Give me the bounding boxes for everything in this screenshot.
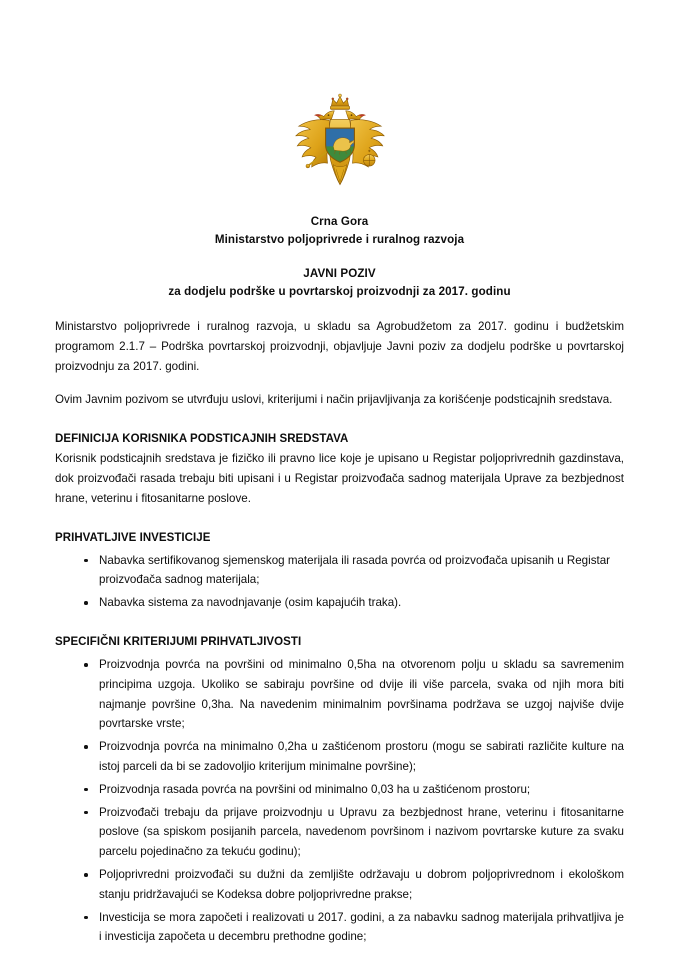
bullet-icon (84, 601, 88, 605)
list-item-text: Nabavka sertifikovanog sjemenskog materijala ili rasada povrća od proizvođača upisanih u Registar proizvođača sadnog materijala; (99, 553, 611, 587)
bullet-icon (84, 663, 88, 667)
list-item (55, 551, 624, 591)
list-item (55, 737, 624, 777)
call-subject: za dodjelu podrške u povrtarskoj proizvodnji za 2017. godinu (168, 284, 511, 298)
list-item-text: Poljoprivredni proizvođači su dužni da zemljište održavaju u dobrom poljoprivrednom i ekološkom stanju pridržavajući se Kodeksa dobre poljoprivredne prakse; (99, 867, 624, 901)
list-item (55, 865, 624, 905)
country-name: Crna Gora (310, 215, 369, 228)
title-spacer (55, 248, 624, 265)
list-item-text: Nabavka sistema za navodnjavanje (osim kapajućih traka). (99, 596, 402, 610)
bullet-icon (84, 745, 88, 749)
bullet-icon (84, 916, 88, 920)
crown-icon (330, 94, 349, 109)
double-eagle-heads (314, 111, 366, 120)
title-block (55, 213, 624, 300)
list-item-text: Proizvodnja povrća na površini od minimalno 0,5ha na otvorenom polju u skladu sa savremenim principima uzgoja. Ukoliko se sabiraju površine od dvije ili više parcela, svaka od njih mora biti najmanje površine 0,3ha. Na navedenim minimalnim površinama podržava se uzgoj najviše dvije povrtarske vrste; (99, 657, 624, 731)
bullet-icon (84, 559, 88, 563)
intro-paragraph-1: Ministarstvo poljoprivrede i ruralnog razvoja, u skladu sa Agrobudžetom za 2017. godinu i budžetskim programom 2.1.7 – Podrška povrtarskoj proizvodnji, objavljuje Javni poziv za dodjelu podrške u povrtarskoj proizvodnju za 2017. godini. (55, 320, 624, 373)
list-item (55, 593, 624, 613)
bullet-icon (84, 788, 88, 792)
list-item-text: Proizvodnja povrća na minimalno 0,2ha u zaštićenom prostoru (mogu se sabirati različite kulture na istoj parceli da bi se zadovoljio kriterijum minimalne površine); (99, 740, 624, 773)
section-body-definicija: Korisnik podsticajnih sredstava je fizičko ili pravno lice koje je upisano u Registar poljoprivrednih gazdinstava, dok proizvođači rasada trebaju biti upisani i u Registar proizvođača sadnog materijala Uprave za bezbjednost hrane, veterinu i fitosanitarne poslove. (55, 452, 624, 505)
list-item-text: Proizvodnja rasada povrća na površini od minimalno 0,03 ha u zaštićenom prostoru; (99, 782, 531, 796)
section-heading-specificni-kriterijumi: SPECIFIČNI KRITERIJUMI PRIHVATLJIVOSTI (55, 635, 302, 648)
emblem-container (55, 0, 624, 194)
list-item (55, 803, 624, 862)
section-heading-prihvatljive-investicije: PRIHVATLJIVE INVESTICIJE (55, 531, 211, 544)
list-item (55, 655, 624, 734)
list-item-text: Proizvođači trebaju da prijave proizvodnju u Upravu za bezbjednost hrane, veterinu i fitosanitarne poslove (sa spiskom posijanih parcela, navedenom površinom i nazivom povrtarske kuture za svaku parcelu pojedinačno za tekuću godinu); (99, 805, 624, 859)
ministry-name: Ministarstvo poljoprivrede i ruralnog razvoja (214, 232, 465, 246)
list-prihvatljive-investicije (55, 551, 624, 613)
montenegro-coat-of-arms-icon (292, 92, 388, 194)
intro-paragraph-2: Ovim Javnim pozivom se utvrđuju uslovi, kriterijumi i način prijavljivanja za korišćenje podsticajnih sredstava. (55, 393, 613, 407)
bullet-icon (84, 873, 88, 877)
section-heading-definicija: DEFINICIJA KORISNIKA PODSTICAJNIH SREDSTAVA (55, 433, 349, 446)
list-specificni-kriterijumi (55, 655, 624, 947)
list-item (55, 780, 624, 800)
call-type: JAVNI POZIV (303, 267, 376, 280)
list-item-text: Investicija se mora započeti i realizovati u 2017. godini, a za nabavku sadnog materijala prihvatljiva je i investicija započeta u decembru prethodne godine; (99, 910, 624, 944)
list-item (55, 908, 624, 948)
bullet-icon (84, 811, 88, 815)
